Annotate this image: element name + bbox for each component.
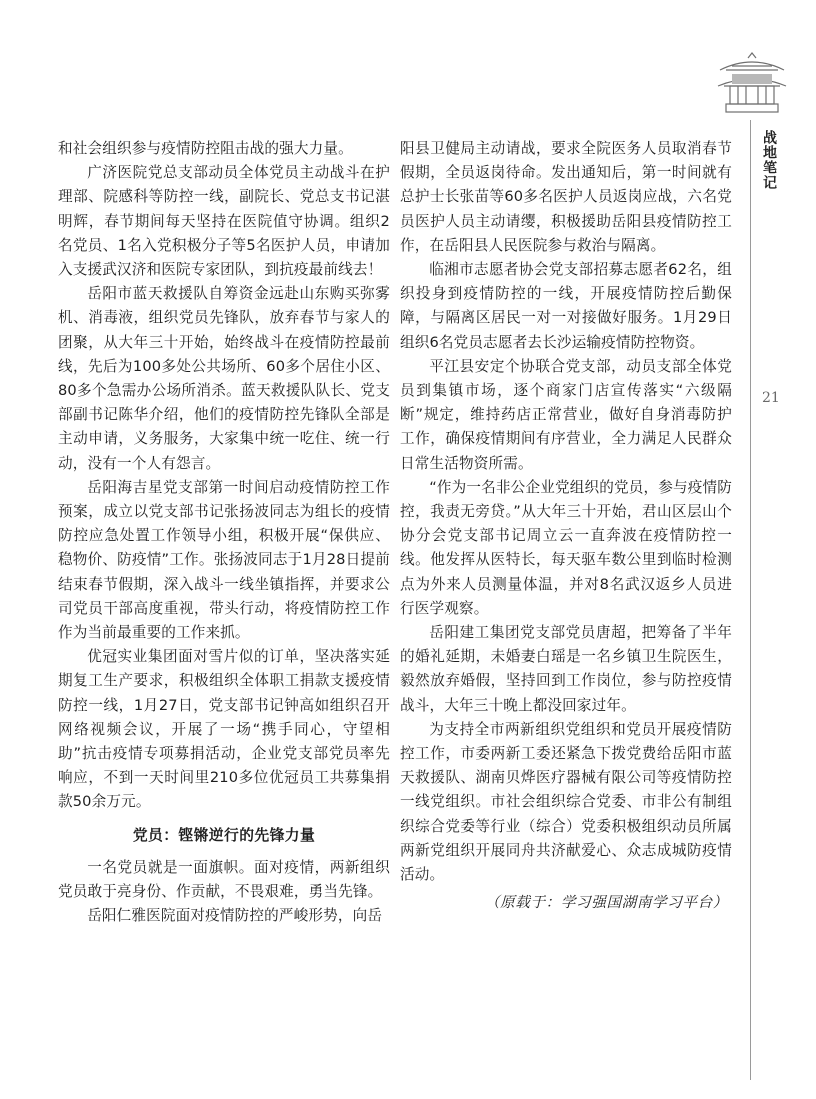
paragraph: 岳阳建工集团党支部党员唐超，把筹备了半年的婚礼延期，未婚妻白瑶是一名乡镇卫生院医生，毅然放弃婚假，坚持回到工作岗位，参与防控疫情战斗，大年三十晚上都没回家过年。 (400, 624, 732, 714)
page-number: 21 (762, 390, 780, 406)
paragraph: 岳阳仁雅医院面对疫情防控的严峻形势，向岳 (87, 907, 383, 925)
column-section-title: 战地笔记 (761, 130, 777, 190)
section-heading: 党员：铿锵逆行的先锋力量 (132, 826, 316, 844)
paragraph: 一名党员就是一面旗帜。面对疫情，两新组织党员敢于亮身份、作贡献，不畏艰难，勇当先锋。 (58, 858, 390, 900)
source-note: （原载于：学习强国湖南学习平台） (484, 894, 728, 912)
paragraph: 岳阳海吉星党支部第一时间启动疫情防控工作预案，成立以党支部书记张扬波同志为组长的疫情防控应急处置工作领导小组，积极开展“保供应、稳物价、防疫情”工作。张扬波同志于1月28日提前结束春节假期，深入战斗一线坐镇指挥，并要求公司党员干部高度重视，带头行动，将疫情防控工作作为当前最重要的工作来抓。 (58, 478, 390, 642)
paragraph: 和社会组织参与疫情防控阻击战的强大力量。 (58, 140, 353, 157)
paragraph: 平江县安定个协联合党支部，动员支部全体党员到集镇市场，逐个商家门店宣传落实“六级隔断”规定，维持药店正常营业，做好自身消毒防护工作，确保疫情期间有序营业，全力满足人民群众日常生活物资所需。 (400, 357, 732, 472)
paragraph: 优冠实业集团面对雪片似的订单，坚决落实延期复工生产要求，积极组织全体职工捐款支援疫情防控一线，1月27日，党支部书记钟高如组织召开网络视频会议，开展了一场“携手同心，守望相助”抗击疫情专项募捐活动，企业党支部党员率先响应，不到一天时间里210多位优冠员工共募集捐款50余万元。 (58, 648, 390, 811)
paragraph: 广济医院党总支部动员全体党员主动战斗在护理部、院感科等防控一线，副院长、党总支书记湛明辉，春节期间每天坚持在医院值守协调。组织2名党员、1名入党积极分子等5名医护人员，申请加入支援武汉济和医院专家团队，到抗疫最前线去！ (58, 164, 390, 279)
left-column (58, 137, 390, 928)
pavilion-icon (712, 52, 792, 120)
paragraph: “作为一名非公企业党组织的党员，参与疫情防控，我责无旁贷。”从大年三十开始，君山区层山个协分会党支部书记周立云一直奔波在疫情防控一线。他发挥从医特长，每天驱车数公里到临时检测点为外来人员测量体温，并对8名武汉返乡人员进行医学观察。 (400, 478, 732, 617)
paragraph: 阳县卫健局主动请战，要求全院医务人员取消春节假期，全员返岗待命。发出通知后，第一时间就有总护士长张苗等60多名医护人员返岗应战，六名党员医护人员主动请缨，积极援助岳阳县疫情防控工作，在岳阳县人民医院参与救治与隔离。 (400, 140, 732, 254)
paragraph: 岳阳市蓝天救援队自筹资金远赴山东购买弥雾机、消毒液，组织党员先锋队，放弃春节与家人的团聚，从大年三十开始，始终战斗在疫情防控最前线，先后为100多处公共场所、60多个居住小区、80多个急需办公场所消杀。蓝天救援队队长、党支部副书记陈华介绍，他们的疫情防控先锋队全部是主动申请，义务服务，大家集中统一吃住、统一行动，没有一个人有怨言。 (58, 285, 390, 472)
paragraph: 临湘市志愿者协会党支部招募志愿者62名，组织投身到疫情防控的一线，开展疫情防控后勤保障，与隔离区居民一对一对接做好服务。1月29日组织6名党员志愿者去长沙运输疫情防控物资。 (400, 261, 732, 351)
right-column (400, 137, 732, 916)
paragraph: 为支持全市两新组织党组织和党员开展疫情防控工作，市委两新工委还紧急下拨党费给岳阳市蓝天救援队、湖南贝烨医疗器械有限公司等疫情防控一线党组织。市社会组织综合党委、市非公有制组织综合党委等行业（综合）党委积极组织动员所属两新党组织开展同舟共济献爱心、众志成城防疫情活动。 (400, 720, 732, 884)
margin-rule (750, 120, 751, 1080)
